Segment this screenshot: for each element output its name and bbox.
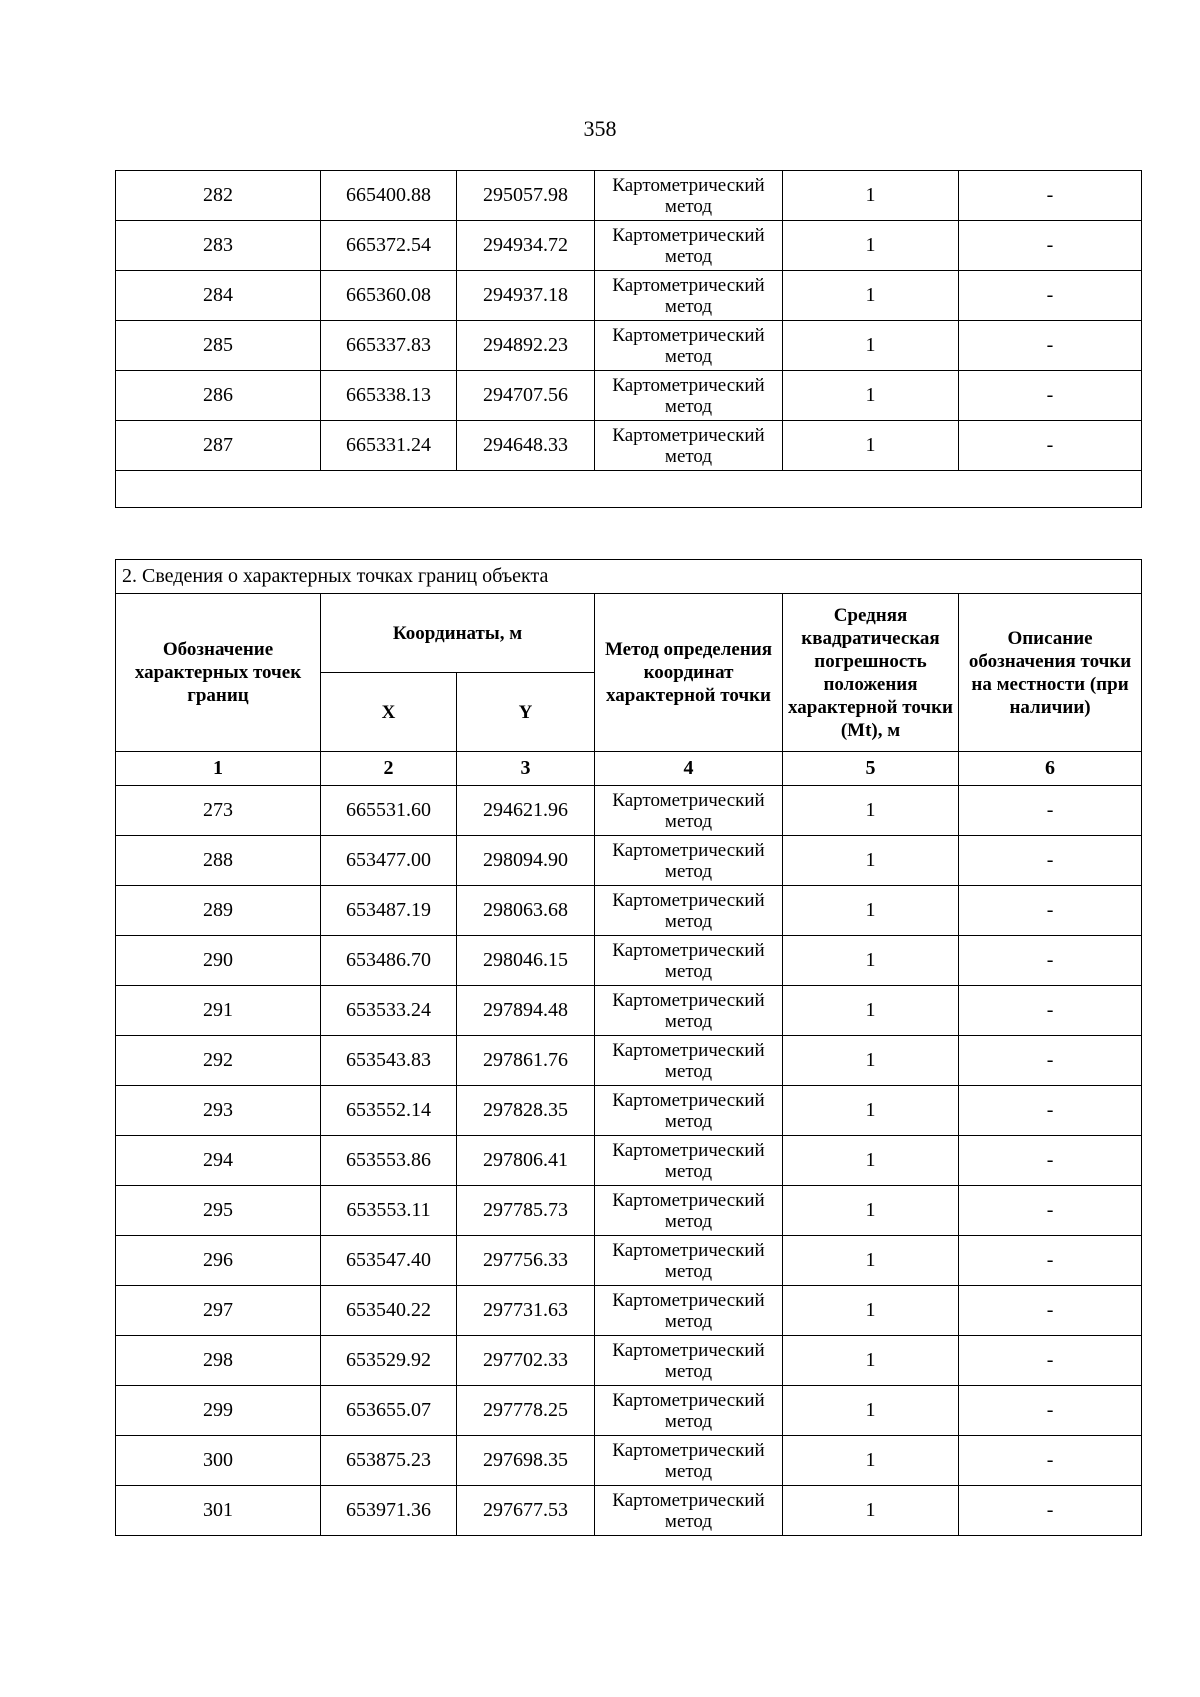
x-coordinate-cell: 665331.24 xyxy=(321,421,457,471)
point-cell: 295 xyxy=(116,1186,321,1236)
mean-error-cell: 1 xyxy=(783,786,959,836)
description-cell: - xyxy=(959,1236,1142,1286)
column-number: 1 xyxy=(116,752,321,786)
description-cell: - xyxy=(959,371,1142,421)
method-cell: Картометрический метод xyxy=(595,1436,783,1486)
mean-error-cell: 1 xyxy=(783,836,959,886)
y-coordinate-cell: 297778.25 xyxy=(457,1386,595,1436)
method-cell: Картометрический метод xyxy=(595,1086,783,1136)
point-cell: 282 xyxy=(116,171,321,221)
table-row xyxy=(116,1086,1142,1136)
table-row xyxy=(116,1286,1142,1336)
mean-error-cell: 1 xyxy=(783,221,959,271)
description-cell: - xyxy=(959,271,1142,321)
boundary-points-table xyxy=(115,559,1142,1536)
description-cell: - xyxy=(959,1386,1142,1436)
y-coordinate-cell: 297731.63 xyxy=(457,1286,595,1336)
header-coordinates: Координаты, м xyxy=(321,594,595,673)
method-cell: Картометрический метод xyxy=(595,1036,783,1086)
description-cell: - xyxy=(959,986,1142,1036)
header-method: Метод определения координат характерной точки xyxy=(595,594,783,752)
point-cell: 301 xyxy=(116,1486,321,1536)
y-coordinate-cell: 297828.35 xyxy=(457,1086,595,1136)
point-cell: 293 xyxy=(116,1086,321,1136)
table-row xyxy=(116,1236,1142,1286)
method-cell: Картометрический метод xyxy=(595,936,783,986)
description-cell: - xyxy=(959,1036,1142,1086)
header-x: X xyxy=(321,673,457,752)
method-cell: Картометрический метод xyxy=(595,886,783,936)
table-row xyxy=(116,886,1142,936)
point-cell: 273 xyxy=(116,786,321,836)
x-coordinate-cell: 653553.11 xyxy=(321,1186,457,1236)
mean-error-cell: 1 xyxy=(783,886,959,936)
empty-row xyxy=(116,471,1142,508)
mean-error-cell: 1 xyxy=(783,1136,959,1186)
table-row xyxy=(116,1136,1142,1186)
x-coordinate-cell: 653477.00 xyxy=(321,836,457,886)
y-coordinate-cell: 297861.76 xyxy=(457,1036,595,1086)
column-number: 6 xyxy=(959,752,1142,786)
table-row xyxy=(116,1036,1142,1086)
coordinates-table-continued xyxy=(115,170,1142,508)
x-coordinate-cell: 665372.54 xyxy=(321,221,457,271)
mean-error-cell: 1 xyxy=(783,1286,959,1336)
empty-cell xyxy=(116,471,1142,508)
column-number: 5 xyxy=(783,752,959,786)
x-coordinate-cell: 665337.83 xyxy=(321,321,457,371)
description-cell: - xyxy=(959,1486,1142,1536)
table-row xyxy=(116,221,1142,271)
point-cell: 294 xyxy=(116,1136,321,1186)
description-cell: - xyxy=(959,1336,1142,1386)
x-coordinate-cell: 653540.22 xyxy=(321,1286,457,1336)
method-cell: Картометрический метод xyxy=(595,986,783,1036)
point-cell: 296 xyxy=(116,1236,321,1286)
description-cell: - xyxy=(959,1436,1142,1486)
method-cell: Картометрический метод xyxy=(595,786,783,836)
y-coordinate-cell: 294707.56 xyxy=(457,371,595,421)
column-number: 2 xyxy=(321,752,457,786)
x-coordinate-cell: 653543.83 xyxy=(321,1036,457,1086)
method-cell: Картометрический метод xyxy=(595,271,783,321)
y-coordinate-cell: 297806.41 xyxy=(457,1136,595,1186)
description-cell: - xyxy=(959,1186,1142,1236)
description-cell: - xyxy=(959,836,1142,886)
x-coordinate-cell: 653486.70 xyxy=(321,936,457,986)
point-cell: 297 xyxy=(116,1286,321,1336)
y-coordinate-cell: 297785.73 xyxy=(457,1186,595,1236)
y-coordinate-cell: 294648.33 xyxy=(457,421,595,471)
method-cell: Картометрический метод xyxy=(595,321,783,371)
x-coordinate-cell: 653529.92 xyxy=(321,1336,457,1386)
method-cell: Картометрический метод xyxy=(595,1286,783,1336)
mean-error-cell: 1 xyxy=(783,1186,959,1236)
description-cell: - xyxy=(959,886,1142,936)
x-coordinate-cell: 665400.88 xyxy=(321,171,457,221)
method-cell: Картометрический метод xyxy=(595,1486,783,1536)
method-cell: Картометрический метод xyxy=(595,1236,783,1286)
point-cell: 299 xyxy=(116,1386,321,1436)
x-coordinate-cell: 665338.13 xyxy=(321,371,457,421)
table-row xyxy=(116,936,1142,986)
header-y: Y xyxy=(457,673,595,752)
table-row xyxy=(116,371,1142,421)
table-row xyxy=(116,986,1142,1036)
table-row xyxy=(116,171,1142,221)
mean-error-cell: 1 xyxy=(783,271,959,321)
y-coordinate-cell: 294937.18 xyxy=(457,271,595,321)
mean-error-cell: 1 xyxy=(783,1336,959,1386)
point-cell: 286 xyxy=(116,371,321,421)
mean-error-cell: 1 xyxy=(783,1236,959,1286)
y-coordinate-cell: 297894.48 xyxy=(457,986,595,1036)
mean-error-cell: 1 xyxy=(783,421,959,471)
page-number: 358 xyxy=(583,116,617,141)
table-row xyxy=(116,786,1142,836)
table-row xyxy=(116,1336,1142,1386)
mean-error-cell: 1 xyxy=(783,936,959,986)
x-coordinate-cell: 653971.36 xyxy=(321,1486,457,1536)
mean-error-cell: 1 xyxy=(783,1036,959,1086)
y-coordinate-cell: 298046.15 xyxy=(457,936,595,986)
header-mean-error: Средняя квадратическая погрешность положения характерной точки (Mt), м xyxy=(783,594,959,752)
mean-error-cell: 1 xyxy=(783,1486,959,1536)
x-coordinate-cell: 653533.24 xyxy=(321,986,457,1036)
mean-error-cell: 1 xyxy=(783,371,959,421)
table-row xyxy=(116,1186,1142,1236)
method-cell: Картометрический метод xyxy=(595,1136,783,1186)
point-cell: 288 xyxy=(116,836,321,886)
y-coordinate-cell: 294621.96 xyxy=(457,786,595,836)
point-cell: 298 xyxy=(116,1336,321,1386)
description-cell: - xyxy=(959,936,1142,986)
table-header xyxy=(116,560,1142,786)
mean-error-cell: 1 xyxy=(783,1436,959,1486)
table-row xyxy=(116,1486,1142,1536)
column-number: 4 xyxy=(595,752,783,786)
method-cell: Картометрический метод xyxy=(595,836,783,886)
description-cell: - xyxy=(959,786,1142,836)
point-cell: 283 xyxy=(116,221,321,271)
y-coordinate-cell: 298063.68 xyxy=(457,886,595,936)
method-cell: Картометрический метод xyxy=(595,1186,783,1236)
y-coordinate-cell: 297756.33 xyxy=(457,1236,595,1286)
point-cell: 287 xyxy=(116,421,321,471)
mean-error-cell: 1 xyxy=(783,1086,959,1136)
header-point-designation: Обозначение характерных точек границ xyxy=(116,594,321,752)
point-cell: 300 xyxy=(116,1436,321,1486)
description-cell: - xyxy=(959,1286,1142,1336)
point-cell: 285 xyxy=(116,321,321,371)
table-row xyxy=(116,271,1142,321)
point-cell: 290 xyxy=(116,936,321,986)
x-coordinate-cell: 653875.23 xyxy=(321,1436,457,1486)
table-row xyxy=(116,836,1142,886)
y-coordinate-cell: 297702.33 xyxy=(457,1336,595,1386)
x-coordinate-cell: 665531.60 xyxy=(321,786,457,836)
point-cell: 284 xyxy=(116,271,321,321)
table-row xyxy=(116,1436,1142,1486)
x-coordinate-cell: 665360.08 xyxy=(321,271,457,321)
x-coordinate-cell: 653655.07 xyxy=(321,1386,457,1436)
table-row xyxy=(116,421,1142,471)
method-cell: Картометрический метод xyxy=(595,1336,783,1386)
table-body xyxy=(116,171,1142,508)
mean-error-cell: 1 xyxy=(783,1386,959,1436)
y-coordinate-cell: 297698.35 xyxy=(457,1436,595,1486)
point-cell: 291 xyxy=(116,986,321,1036)
table-row xyxy=(116,321,1142,371)
method-cell: Картометрический метод xyxy=(595,421,783,471)
description-cell: - xyxy=(959,221,1142,271)
header-description: Описание обозначения точки на местности (при наличии) xyxy=(959,594,1142,752)
y-coordinate-cell: 297677.53 xyxy=(457,1486,595,1536)
description-cell: - xyxy=(959,1086,1142,1136)
x-coordinate-cell: 653547.40 xyxy=(321,1236,457,1286)
method-cell: Картометрический метод xyxy=(595,371,783,421)
x-coordinate-cell: 653487.19 xyxy=(321,886,457,936)
table-body xyxy=(116,786,1142,1536)
column-numbers-row xyxy=(116,752,1142,786)
y-coordinate-cell: 294934.72 xyxy=(457,221,595,271)
y-coordinate-cell: 295057.98 xyxy=(457,171,595,221)
description-cell: - xyxy=(959,421,1142,471)
mean-error-cell: 1 xyxy=(783,171,959,221)
mean-error-cell: 1 xyxy=(783,986,959,1036)
method-cell: Картометрический метод xyxy=(595,1386,783,1436)
mean-error-cell: 1 xyxy=(783,321,959,371)
y-coordinate-cell: 294892.23 xyxy=(457,321,595,371)
description-cell: - xyxy=(959,1136,1142,1186)
method-cell: Картометрический метод xyxy=(595,171,783,221)
method-cell: Картометрический метод xyxy=(595,221,783,271)
x-coordinate-cell: 653552.14 xyxy=(321,1086,457,1136)
column-number: 3 xyxy=(457,752,595,786)
point-cell: 289 xyxy=(116,886,321,936)
description-cell: - xyxy=(959,171,1142,221)
x-coordinate-cell: 653553.86 xyxy=(321,1136,457,1186)
point-cell: 292 xyxy=(116,1036,321,1086)
description-cell: - xyxy=(959,321,1142,371)
table-caption: 2. Сведения о характерных точках границ объекта xyxy=(116,560,1142,594)
table-row xyxy=(116,1386,1142,1436)
y-coordinate-cell: 298094.90 xyxy=(457,836,595,886)
